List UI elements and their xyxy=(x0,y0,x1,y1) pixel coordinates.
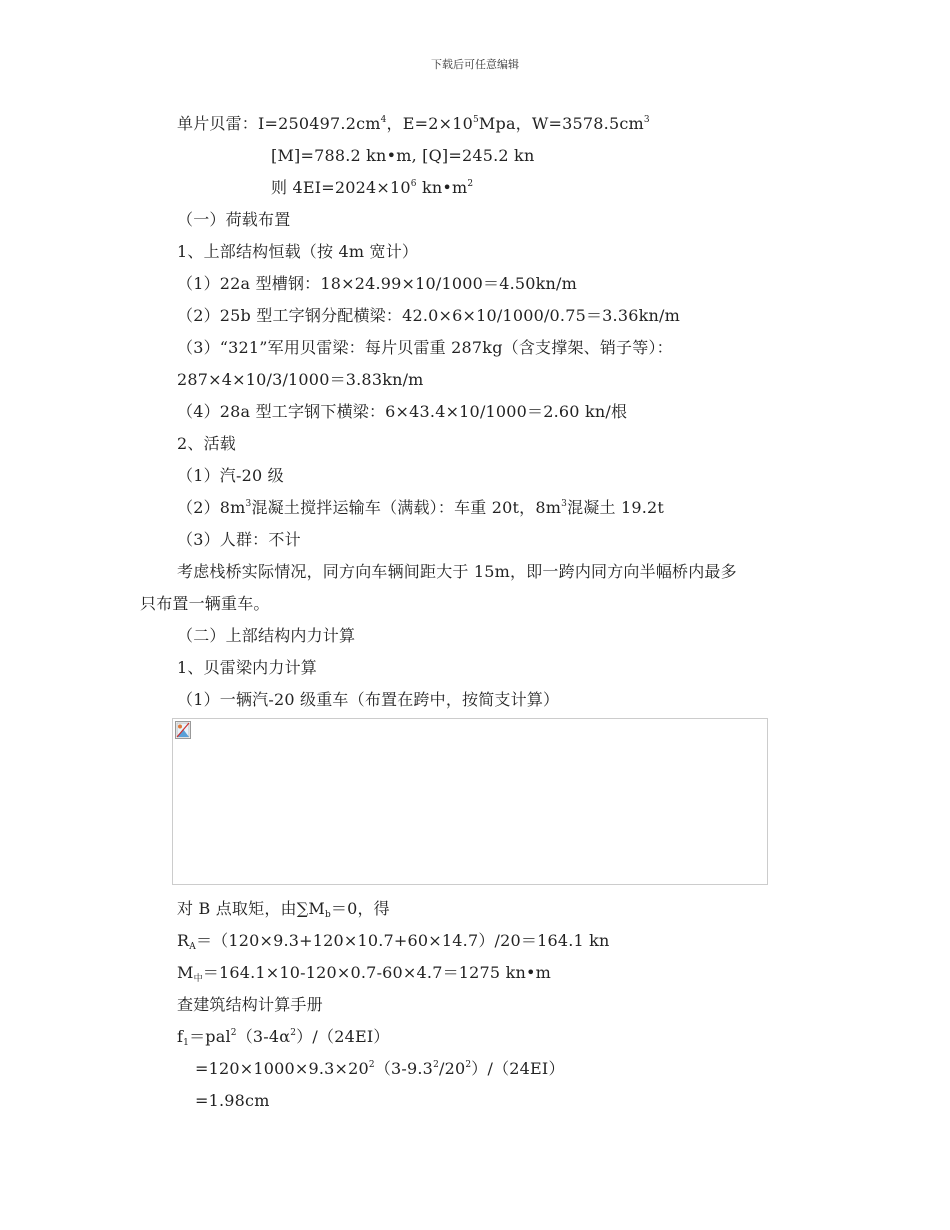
note-paragraph-line-1: 考虑栈桥实际情况，同方向车辆间距大于 15m，即一跨内同方向半幅桥内最多 xyxy=(177,562,737,581)
dead-load-item-1: （1）22a 型槽钢：18×24.99×10/1000＝4.50kn/m xyxy=(177,274,577,293)
calc-case-1: （1）一辆汽-20 级重车（布置在跨中，按简支计算） xyxy=(177,690,560,709)
calc-section-title: （二）上部结构内力计算 xyxy=(177,626,356,645)
load-diagram-image xyxy=(172,718,768,885)
dead-load-item-2: （2）25b 型工字钢分配横梁：42.0×6×10/1000/0.75＝3.36kn/m xyxy=(177,306,680,325)
deflection-substitution-line: $=120\times 1000\times 9.3\times 20^2(3-9.3^2/20^2)/(24EI)$ xyxy=(195,1059,565,1078)
dead-load-item-3-continued: 287×4×10/3/1000＝3.83kn/m xyxy=(177,370,424,389)
live-load-item-1: （1）汽-20 级 xyxy=(177,466,284,485)
dead-load-title: 1、上部结构恒载（按 4m 宽计） xyxy=(177,242,419,261)
live-load-item-2: $(2)8m^3$混凝土搅拌运输车（满载）：车重 20t，$8m^3$混凝土 19.2t xyxy=(177,498,665,517)
note-paragraph-line-2: 只布置一辆重车。 xyxy=(140,594,270,613)
page-header: 下载后可任意编辑 xyxy=(431,58,519,71)
load-section-title: （一）荷载布置 xyxy=(177,210,291,229)
dead-load-item-3: （3）“321”军用贝雷梁：每片贝雷重 287kg（含支撑架、销子等）： xyxy=(177,338,673,357)
live-load-item-3: （3）人群：不计 xyxy=(177,530,301,549)
manual-reference-line: 查建筑结构计算手册 xyxy=(177,995,323,1014)
deflection-result-line: =1.98cm xyxy=(195,1091,270,1110)
allowable-values-line: [M]=788.2 kn•m, [Q]=245.2 kn xyxy=(271,146,535,165)
reaction-ra-line: $R_A=(120\times 9.3+120\times 10.7+60\times 14.7)/20=164.1$ kn xyxy=(177,931,610,952)
moment-intro-line: 对 B 点取矩，由$\sum M_b=0$，得 xyxy=(177,899,390,920)
stiffness-line: 则 $4EI=2024\times 10^6$ $kn•m^2$ xyxy=(271,178,474,197)
calc-subsection-title: 1、贝雷梁内力计算 xyxy=(177,658,317,677)
live-load-title: 2、活载 xyxy=(177,434,236,453)
dead-load-item-4: （4）28a 型工字钢下横梁：6×43.4×10/1000＝2.60 kn/根 xyxy=(177,402,628,421)
midspan-moment-line: $M_中=164.1\times 10-120\times 0.7-60\times 4.7=1275$ kn•m xyxy=(177,963,551,984)
beam-properties-line: 单片贝雷：$I=250497.2cm^4$，$E=2\times 10^5Mpa$，$W=3578.5cm^3$ xyxy=(177,114,650,133)
deflection-formula-line: $f_1=pal^2(3-4\alpha^2)/(24EI)$ xyxy=(177,1027,390,1048)
broken-image-icon xyxy=(175,721,191,739)
